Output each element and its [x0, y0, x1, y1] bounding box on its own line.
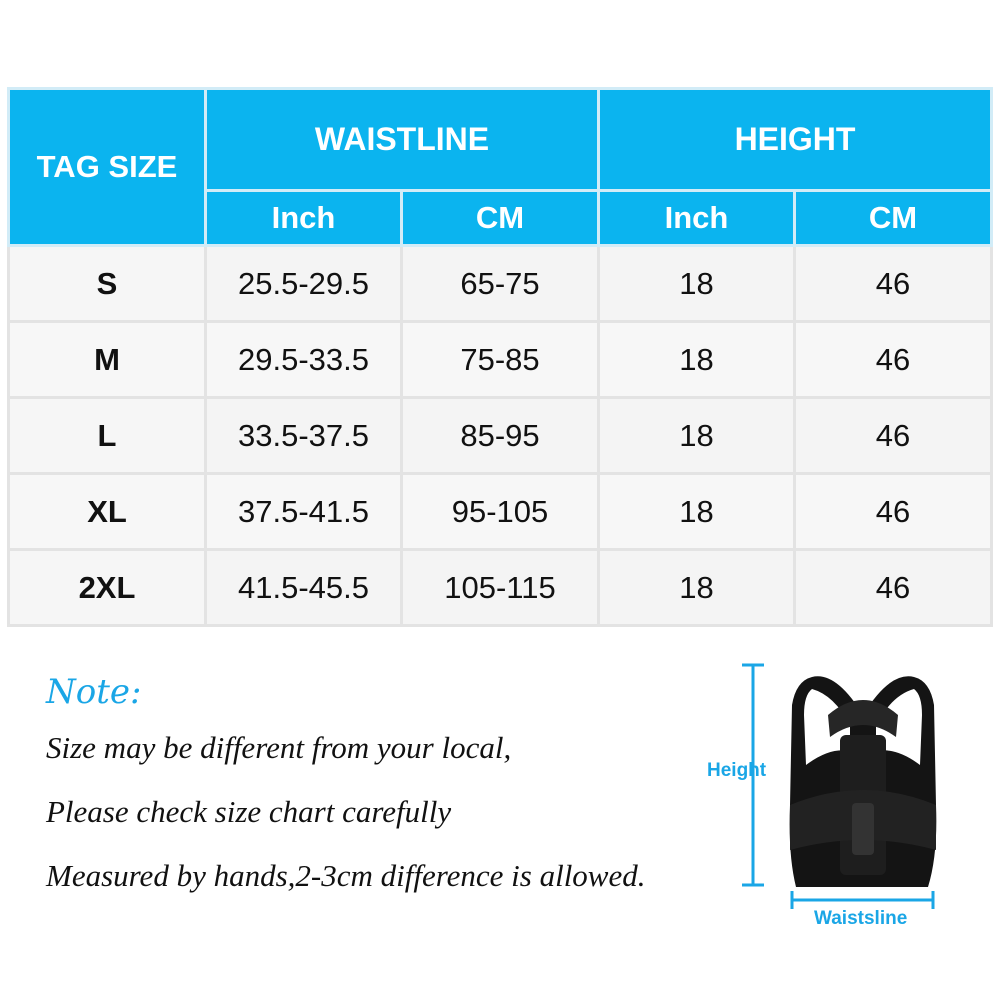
note-line: Size may be different from your local, [46, 730, 512, 765]
height-inch-header: Inch [599, 191, 795, 246]
waist-inch-cell: 29.5-33.5 [206, 322, 402, 398]
table-row [9, 550, 992, 626]
waist-cm-cell: 105-115 [402, 550, 599, 626]
waist-inch-cell: 37.5-41.5 [206, 474, 402, 550]
height-inch-cell: 18 [599, 322, 795, 398]
waist-label: Waistsline [814, 908, 908, 929]
waist-cm-cell: 75-85 [402, 322, 599, 398]
tag-cell: XL [9, 474, 206, 550]
waist-cm-cell: 95-105 [402, 474, 599, 550]
note-title: Note: [46, 672, 142, 712]
height-label: Height [707, 760, 767, 781]
brace-silhouette [790, 676, 937, 887]
waist-cm-cell: 85-95 [402, 398, 599, 474]
height-inch-cell: 18 [599, 398, 795, 474]
height-cm-header: CM [795, 191, 992, 246]
tag-cell: L [9, 398, 206, 474]
height-cm-cell: 46 [795, 398, 992, 474]
height-cm-cell: 46 [795, 246, 992, 322]
size-chart-table [7, 87, 993, 627]
waist-inch-cell: 33.5-37.5 [206, 398, 402, 474]
tag-cell: 2XL [9, 550, 206, 626]
waist-inch-cell: 25.5-29.5 [206, 246, 402, 322]
waist-inch-header: Inch [206, 191, 402, 246]
table-row [9, 246, 992, 322]
height-cm-cell: 46 [795, 474, 992, 550]
height-header: HEIGHT [599, 89, 992, 191]
tag-cell: M [9, 322, 206, 398]
tag-cell: S [9, 246, 206, 322]
note-line: Measured by hands,2-3cm difference is allowed. [46, 858, 646, 893]
table-row [9, 322, 992, 398]
waistline-header: WAISTLINE [206, 89, 599, 191]
height-cm-cell: 46 [795, 322, 992, 398]
height-inch-cell: 18 [599, 246, 795, 322]
height-inch-cell: 18 [599, 550, 795, 626]
waist-cm-cell: 65-75 [402, 246, 599, 322]
tag-size-header: TAG SIZE [9, 89, 206, 246]
table-row [9, 474, 992, 550]
height-inch-cell: 18 [599, 474, 795, 550]
waist-cm-header: CM [402, 191, 599, 246]
waist-inch-cell: 41.5-45.5 [206, 550, 402, 626]
note-line: Please check size chart carefully [46, 794, 452, 829]
height-cm-cell: 46 [795, 550, 992, 626]
table-row [9, 398, 992, 474]
